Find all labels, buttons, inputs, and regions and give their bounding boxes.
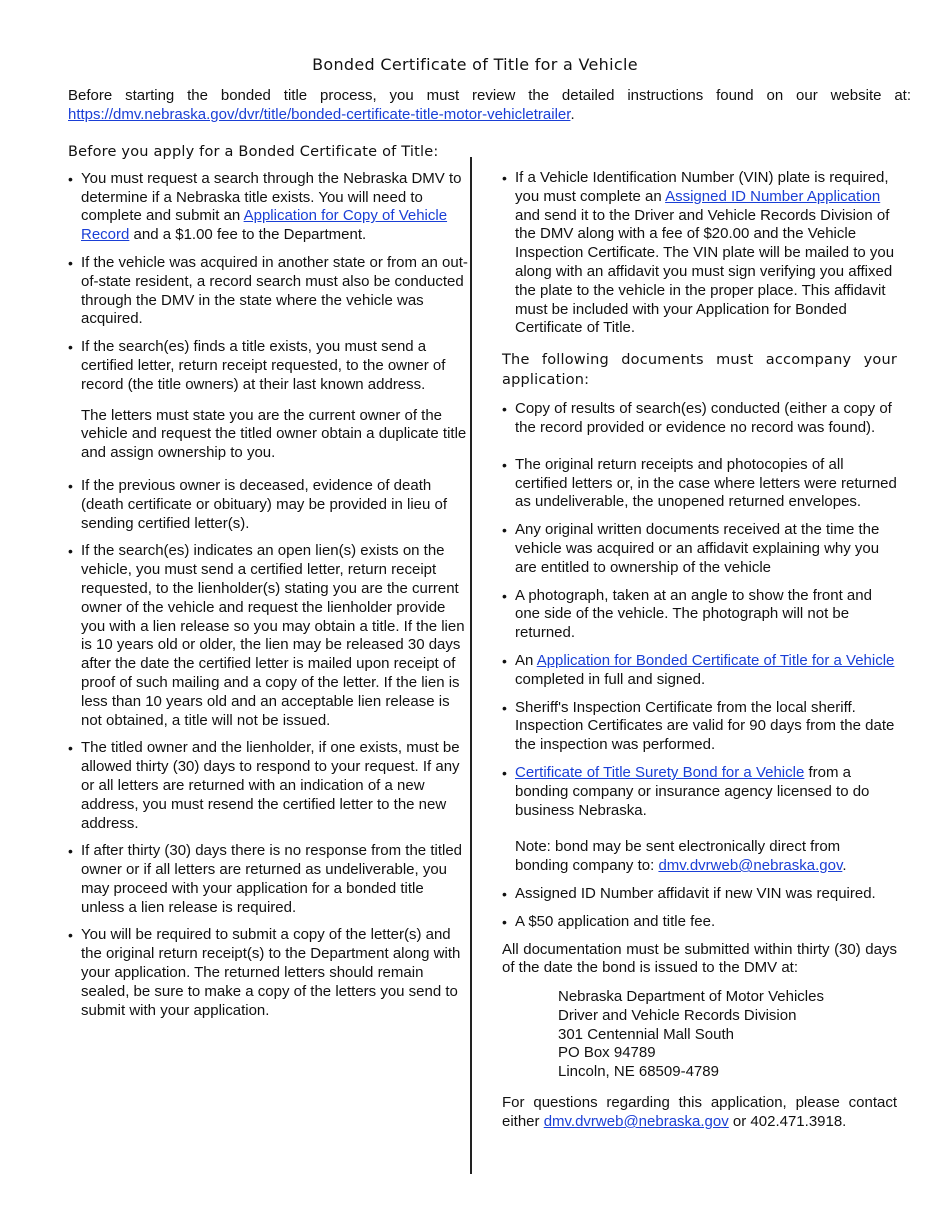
vin-list (502, 169, 897, 338)
list-item: • You will be required to submit a copy of the letter(s) and the original return receipt(s) to the Department along with your application. The returned letters should remain sealed, be sure to make a copy of the letters you send to submit with your application. (68, 926, 468, 1020)
questions-text: For questions regarding this application, please contact either (502, 1094, 897, 1130)
requirements-list (68, 170, 468, 1021)
list-item: • The original return receipts and photocopies of all certified letters or, in the case where letters were returned as undeliverable, the unopened returned envelopes. (502, 456, 897, 512)
copy-of-record-link[interactable]: Application for Copy of Vehicle Record (81, 207, 448, 244)
list-item: • If the previous owner is deceased, evidence of death (death certificate or obituary) may be provided in lieu of sending certified letter(s). (68, 477, 468, 533)
mailing-address (502, 988, 897, 1082)
list-item: • Copy of results of search(es) conducted (either a copy of the record provided or evidence no record was found). (502, 400, 897, 438)
intro-text: Before starting the bonded title process, you must review the detailed instructions found on our website at: (68, 87, 911, 104)
column-divider (470, 157, 472, 1174)
list-item (502, 764, 897, 876)
list-item (68, 338, 468, 463)
submission-paragraph: All documentation must be submitted within thirty (30) days of the date the bond is issued to the DMV at: (502, 940, 897, 977)
intro-paragraph (68, 86, 911, 124)
questions-paragraph (502, 1094, 897, 1132)
list-item: • Assigned ID Number affidavit if new VIN was required. (502, 885, 897, 904)
bond-note (515, 838, 897, 876)
list-item (68, 170, 468, 245)
search-request-fee-text: and a $1.00 fee to the Department. (133, 226, 367, 244)
page-title: Bonded Certificate of Title for a Vehicle (312, 55, 638, 74)
address-line: 301 Centennial Mall South (558, 1025, 734, 1043)
questions-phone-text: or 402.471.3918. (732, 1112, 847, 1130)
contact-email-link[interactable]: dmv.dvrweb@nebraska.gov (543, 1112, 729, 1130)
address-line: Lincoln, NE 68509-4789 (558, 1063, 719, 1081)
before-you-apply-heading: Before you apply for a Bonded Certificate of Title: (68, 144, 439, 160)
list-item: • If the vehicle was acquired in another state or from an out-of-state resident, a record search must also be conducted through the DMV in the state where the vehicle was acquired. (68, 254, 468, 329)
instructions-link[interactable]: https://dmv.nebraska.gov/dvr/title/bonded-certificate-title-motor-vehicletrailer (68, 106, 571, 123)
list-item: • A $50 application and title fee. (502, 913, 897, 932)
title-exists-text: If the search(es) finds a title exists, you must send a certified letter, return receipt requested, to the owner of record (the title owners) at their last known address. (81, 338, 446, 393)
letters-statement: The letters must state you are the current owner of the vehicle and request the titled owner obtain a duplicate title and assign ownership to you. (81, 406, 467, 462)
intro-end: . (570, 106, 575, 123)
address-line: Driver and Vehicle Records Division (558, 1006, 797, 1024)
address-line: Nebraska Department of Motor Vehicles (558, 988, 824, 1006)
list-item: • The titled owner and the lienholder, if one exists, must be allowed thirty (30) days to respond to your request. If any or all letters are returned with an indication of a new address, you must resend the certified letter to the new address. (68, 739, 468, 833)
surety-bond-link[interactable]: Certificate of Title Surety Bond for a Vehicle (515, 763, 805, 781)
left-column (68, 143, 468, 1029)
bonded-application-link[interactable]: Application for Bonded Certificate of Title for a Vehicle (536, 651, 895, 669)
list-item: • Sheriff's Inspection Certificate from the local sheriff. Inspection Certificates are valid for 90 days from the date the inspection was performed. (502, 699, 897, 755)
surety-bond-text: from a bonding company or insurance agency licensed to do business Nebraska. (515, 763, 870, 819)
search-request-text: You must request a search through the Nebraska DMV to determine if a Nebraska title exists. You will need to complete and submit an (81, 169, 462, 225)
bond-note-text: Note: bond may be sent electronically direct from bonding company to: (515, 838, 841, 875)
list-item: • Any original written documents received at the time the vehicle was acquired or an affidavit explaining why you are entitled to ownership of the vehicle (502, 521, 897, 577)
bond-note-end: . (842, 857, 847, 875)
vin-text: If a Vehicle Identification Number (VIN) plate is required, you must complete an (515, 169, 889, 205)
address-line: PO Box 94789 (558, 1044, 656, 1062)
application-suffix: completed in full and signed. (515, 670, 706, 688)
list-item: • A photograph, taken at an angle to show the front and one side of the vehicle. The photograph will not be returned. (502, 587, 897, 643)
list-item (502, 652, 897, 690)
list-item (502, 169, 897, 338)
list-item: • If the search(es) indicates an open lien(s) exists on the vehicle, you must send a certified letter, return receipt requested, to the lienholder(s) stating you are the current owner of the vehicle and request the lienholder provide you with a lien release so you may obtain a title. If the lien is 10 years old or older, the lien may be released 30 days after the date the certified letter is mailed upon receipt of proof of such mailing and a copy of the letter. If the lien is less than 10 years old and an acceptable lien release is not obtained, a title will not be issued. (68, 542, 468, 730)
list-item: • If after thirty (30) days there is no response from the titled owner or if all letters are returned as undeliverable, you may proceed with your application for a bonded title unless a lien release is required. (68, 842, 468, 917)
documents-heading: The following documents must accompany your application: (502, 352, 897, 389)
application-prefix: An (515, 651, 534, 669)
bond-email-link[interactable]: dmv.dvrweb@nebraska.gov (658, 857, 843, 875)
vin-details-text: and send it to the Driver and Vehicle Records Division of the DMV along with a fee of $20.00 and the Vehicle Inspection Certificate. The VIN plate will be mailed to you along with an affidavit you must sign verifying you affixed the plate to the vehicle in the proper place. This affidavit must be included with your Application for Bonded Certificate of Title. (515, 206, 895, 337)
right-column (502, 169, 897, 1142)
assigned-id-application-link[interactable]: Assigned ID Number Application (665, 187, 881, 205)
documents-list (502, 400, 897, 931)
